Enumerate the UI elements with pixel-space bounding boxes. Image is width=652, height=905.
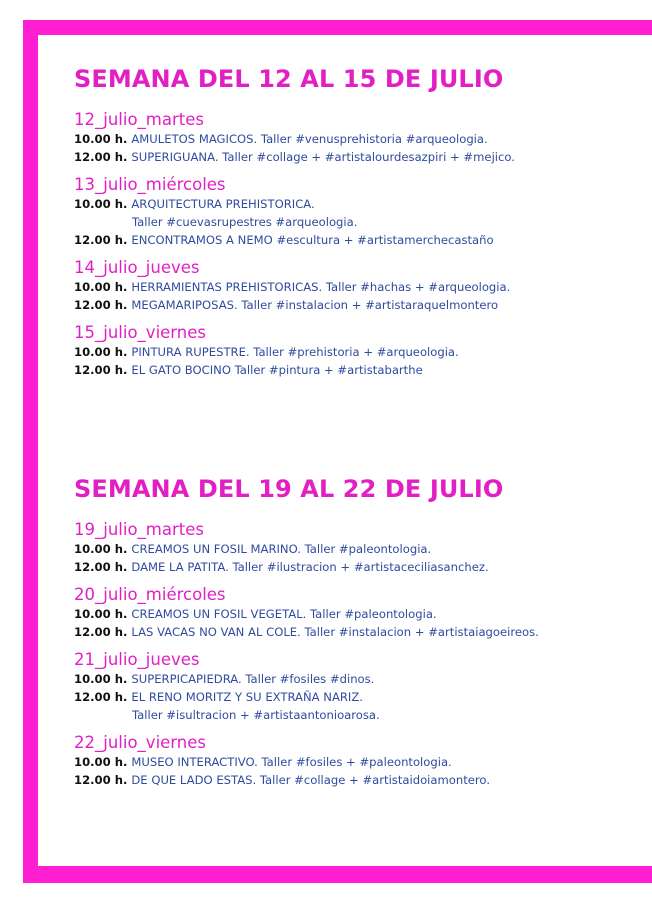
day-title: 15_julio_viernes: [74, 323, 206, 342]
schedule-row: [74, 688, 539, 706]
schedule-row-continuation: [74, 706, 539, 724]
activity-text: Taller #isultracion + #artistaantonioarosa.: [132, 708, 380, 722]
activity-text: EL GATO BOCINO Taller #pintura + #artistabarthe: [131, 363, 423, 377]
schedule-row: [74, 148, 515, 166]
time-label: 12.00 h.: [74, 560, 128, 574]
activity-text: HERRAMIENTAS PREHISTORICAS. Taller #hachas + #arqueologia.: [131, 280, 511, 294]
schedule-row: [74, 540, 539, 558]
day-block: [74, 323, 515, 379]
activity-text: CREAMOS UN FOSIL VEGETAL. Taller #paleontologia.: [131, 607, 437, 621]
schedule-row: [74, 605, 539, 623]
day-block: [74, 520, 539, 576]
time-label: 10.00 h.: [74, 672, 128, 686]
schedule-row: [74, 558, 539, 576]
activity-text: ENCONTRAMOS A NEMO #escultura + #artistamerchecastaño: [131, 233, 494, 247]
schedule-row: [74, 231, 515, 249]
activity-text: Taller #cuevasrupestres #arqueologia.: [132, 215, 358, 229]
time-label: 12.00 h.: [74, 625, 128, 639]
time-label: 12.00 h.: [74, 233, 128, 247]
activity-text: EL RENO MORITZ Y SU EXTRAÑA NARIZ.: [131, 690, 363, 704]
week-section: [74, 62, 515, 388]
activity-text: LAS VACAS NO VAN AL COLE. Taller #instalacion + #artistaiagoeireos.: [131, 625, 539, 639]
time-label: 10.00 h.: [74, 542, 128, 556]
activity-text: SUPERIGUANA. Taller #collage + #artistalourdesazpiri + #mejico.: [131, 150, 515, 164]
week-title: SEMANA DEL 19 AL 22 DE JULIO: [74, 475, 504, 503]
day-title: 20_julio_miércoles: [74, 585, 226, 604]
schedule-row: [74, 130, 515, 148]
time-label: 12.00 h.: [74, 690, 128, 704]
time-label: 10.00 h.: [74, 607, 128, 621]
activity-text: SUPERPICAPIEDRA. Taller #fosiles #dinos.: [131, 672, 375, 686]
time-label: 10.00 h.: [74, 755, 128, 769]
day-block: [74, 650, 539, 724]
activity-text: MUSEO INTERACTIVO. Taller #fosiles + #paleontologia.: [131, 755, 452, 769]
activity-text: CREAMOS UN FOSIL MARINO. Taller #paleontologia.: [131, 542, 432, 556]
time-label: 10.00 h.: [74, 280, 128, 294]
week-title: SEMANA DEL 12 AL 15 DE JULIO: [74, 65, 504, 93]
time-label: 12.00 h.: [74, 150, 128, 164]
schedule-row: [74, 670, 539, 688]
schedule-row: [74, 771, 539, 789]
week-section: [74, 472, 539, 798]
schedule-row-continuation: [74, 213, 515, 231]
schedule-row: [74, 623, 539, 641]
schedule-row: [74, 296, 515, 314]
day-block: [74, 585, 539, 641]
schedule-row: [74, 361, 515, 379]
schedule-row: [74, 278, 515, 296]
time-label: 12.00 h.: [74, 773, 128, 787]
frame-left-border: [23, 20, 38, 883]
day-title: 22_julio_viernes: [74, 733, 206, 752]
activity-text: PINTURA RUPESTRE. Taller #prehistoria + #arqueologia.: [131, 345, 459, 359]
activity-text: DE QUE LADO ESTAS. Taller #collage + #artistaidoiamontero.: [131, 773, 490, 787]
time-label: 12.00 h.: [74, 298, 128, 312]
activity-text: AMULETOS MAGICOS. Taller #venusprehistoria #arqueologia.: [131, 132, 488, 146]
day-title: 12_julio_martes: [74, 110, 204, 129]
time-label: 10.00 h.: [74, 197, 128, 211]
time-label: 10.00 h.: [74, 132, 128, 146]
day-title: 14_julio_jueves: [74, 258, 200, 277]
schedule-row: [74, 753, 539, 771]
day-block: [74, 110, 515, 166]
activity-text: MEGAMARIPOSAS. Taller #instalacion + #artistaraquelmontero: [131, 298, 499, 312]
day-block: [74, 175, 515, 249]
time-label: 10.00 h.: [74, 345, 128, 359]
day-title: 19_julio_martes: [74, 520, 204, 539]
day-title: 13_julio_miércoles: [74, 175, 226, 194]
schedule-row: [74, 195, 515, 213]
day-title: 21_julio_jueves: [74, 650, 200, 669]
activity-text: ARQUITECTURA PREHISTORICA.: [131, 197, 315, 211]
time-label: 12.00 h.: [74, 363, 128, 377]
frame-top-border: [23, 20, 652, 35]
frame-bottom-border: [23, 866, 652, 883]
schedule-row: [74, 343, 515, 361]
day-block: [74, 733, 539, 789]
day-block: [74, 258, 515, 314]
activity-text: DAME LA PATITA. Taller #ilustracion + #artistaceciliasanchez.: [131, 560, 489, 574]
